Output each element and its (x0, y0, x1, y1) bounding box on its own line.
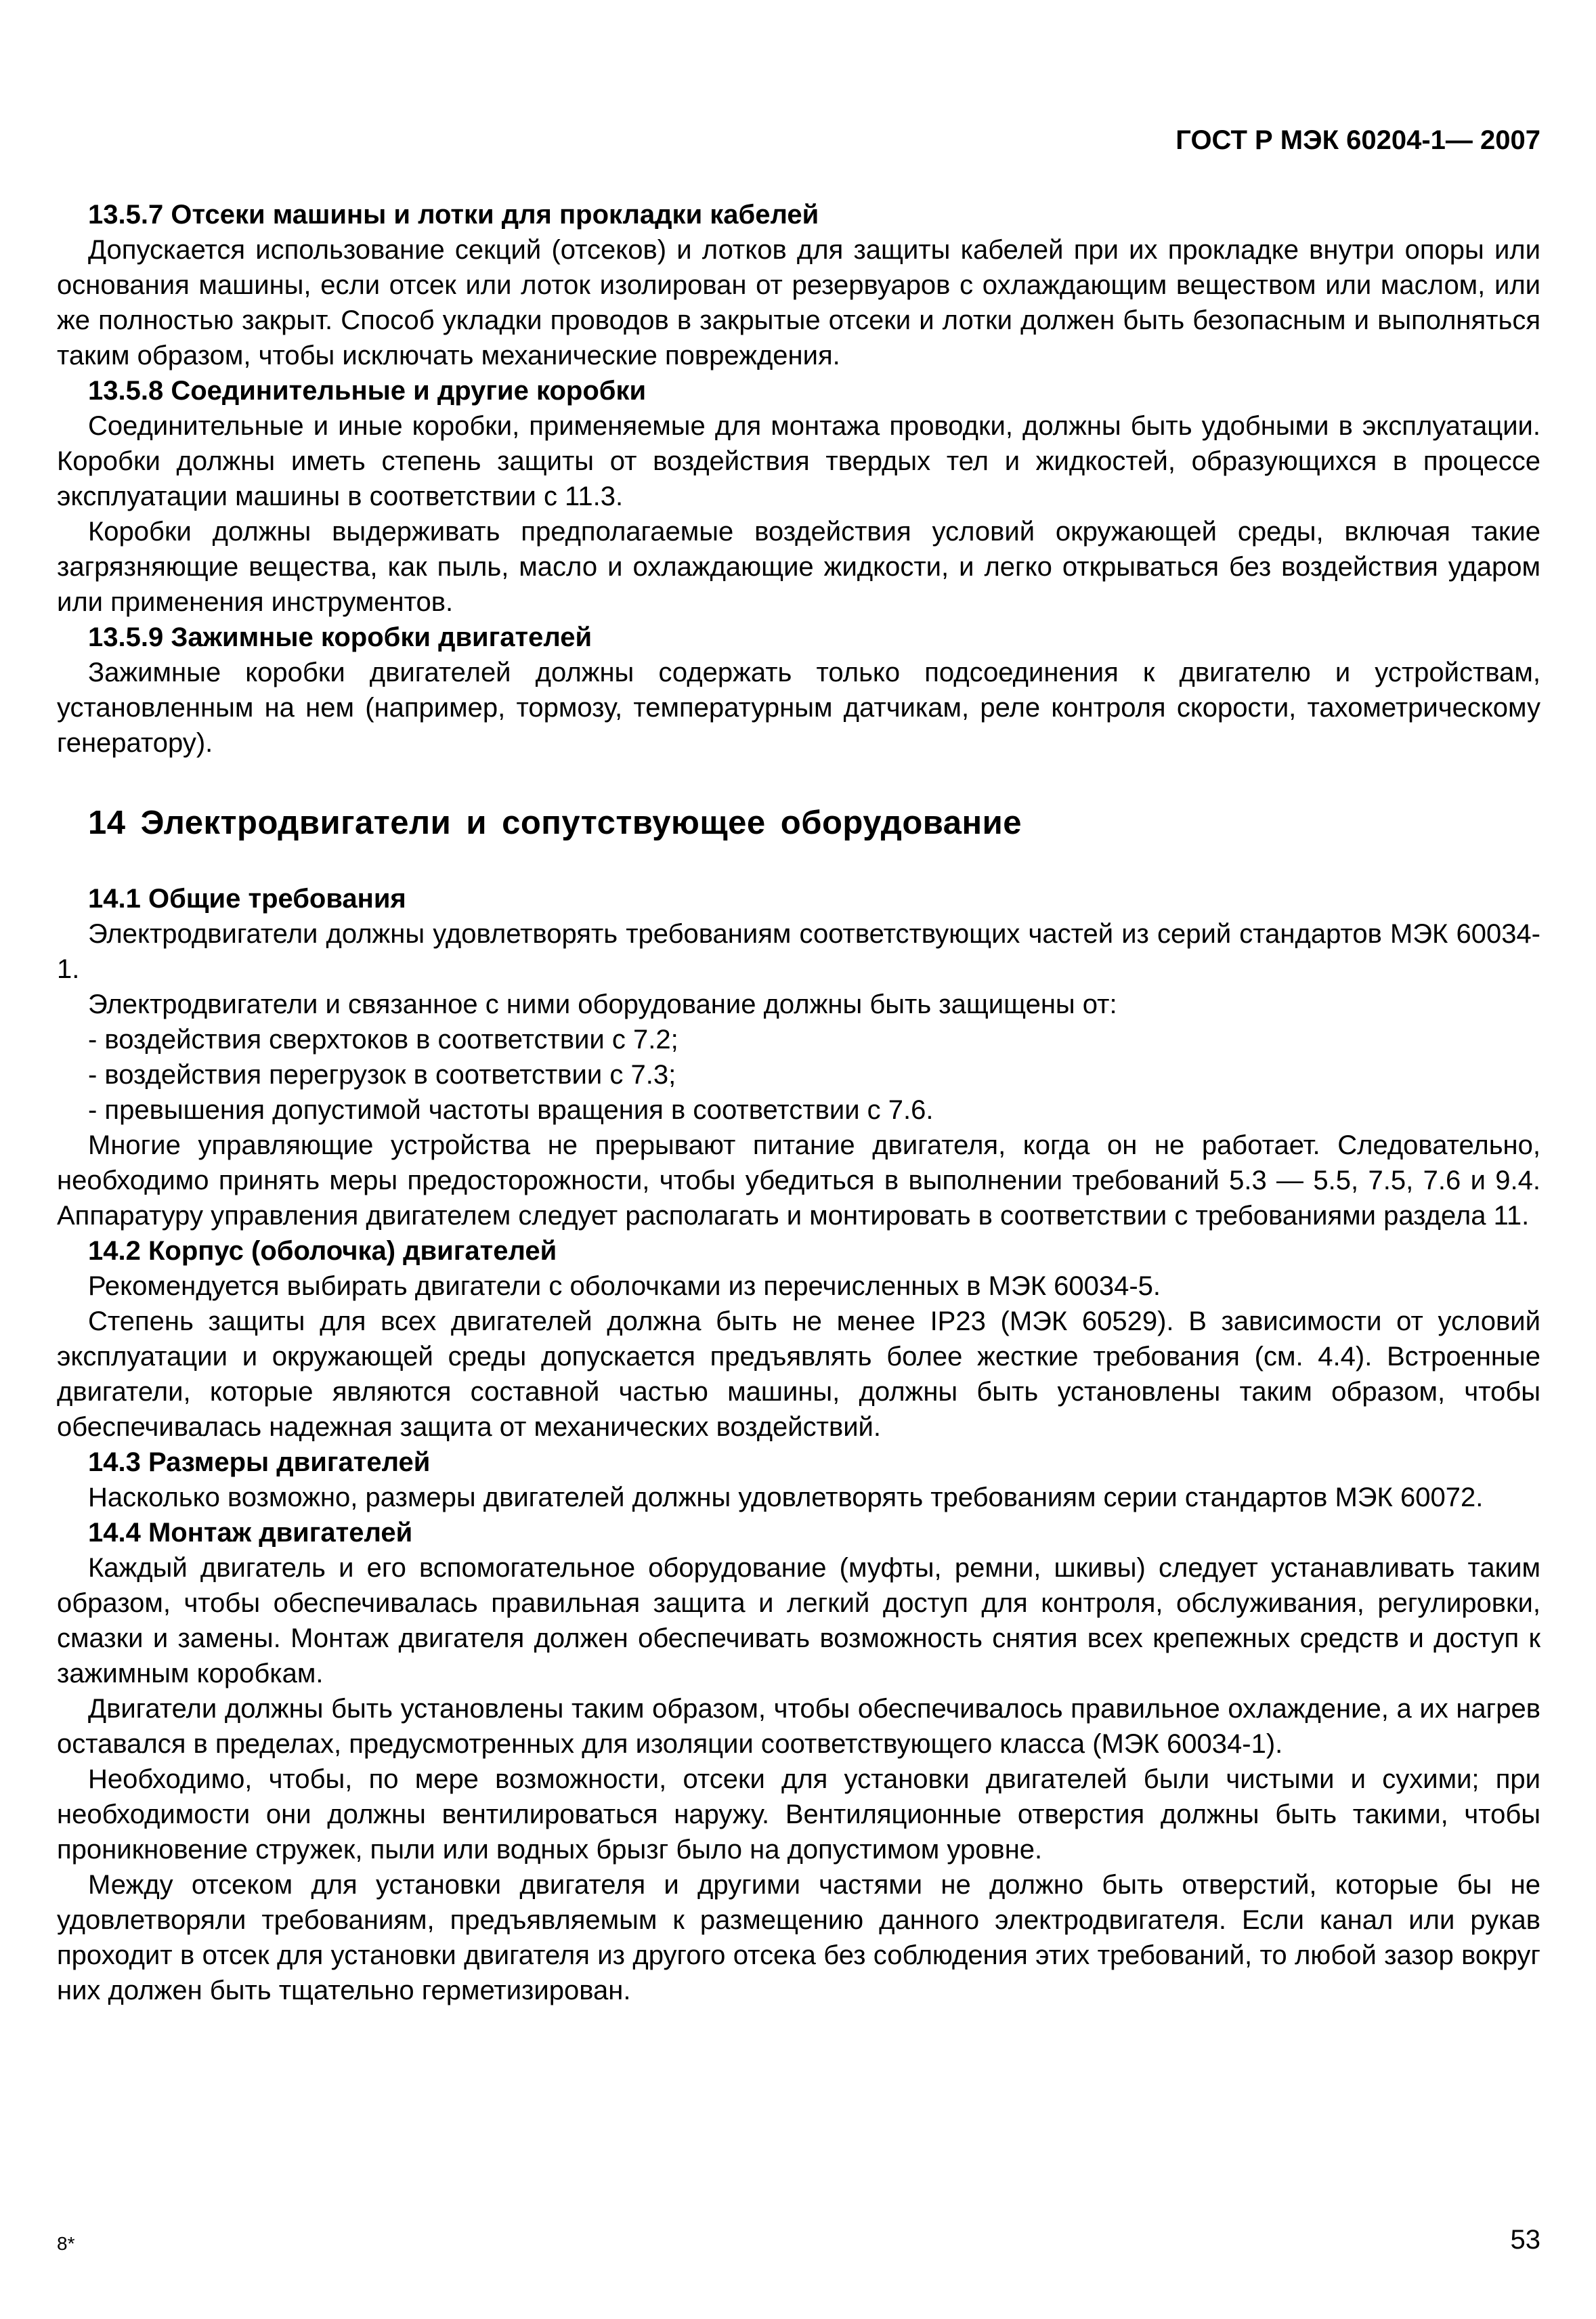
paragraph: Каждый двигатель и его вспомогательное оборудование (муфты, ремни, шкивы) следует устанавливать таким образом, чтобы обеспечивалась правильная защита и легкий доступ для контроля, обслуживания, регулировки, смазки и замены. Монтаж двигателя должен обеспечивать возможность снятия всех крепежных средств и доступ к зажимным коробкам. (57, 1553, 1540, 1688)
paragraph: Коробки должны выдерживать предполагаемые воздействия условий окружающей среды, включая такие загрязняющие вещества, как пыль, масло и охлаждающие жидкости, и легко открываться без воздействия ударом или применения инструментов. (57, 517, 1540, 617)
paragraph: Электродвигатели и связанное с ними оборудование должны быть защищены от: (88, 990, 1117, 1019)
paragraph: Между отсеком для установки двигателя и другими частями не должно быть отверстий, которые бы не удовлетворяли требованиям, предъявляемым к размещению данного электродвигателя. Если канал или рукав проходит в отсек для установки двигателя из другого отсека без соблюдения этих требований, то любой зазор вокруг них должен быть тщательно герметизирован. (57, 1870, 1540, 2005)
page-footer (57, 2225, 1540, 2255)
subsection-heading: 13.5.8 Соединительные и другие коробки (88, 376, 647, 406)
page-number: 53 (1510, 2225, 1540, 2255)
subsection-heading: 14.4 Монтаж двигателей (88, 1518, 413, 1548)
paragraph: Насколько возможно, размеры двигателей должны удовлетворять требованиям серии стандартов МЭК 60072. (88, 1483, 1484, 1512)
document-body (57, 197, 1540, 2008)
paragraph: Степень защиты для всех двигателей должна быть не менее IP23 (МЭК 60529). В зависимости от условий эксплуатации и окружающей среды допускается предъявлять более жесткие требования (см. 4.4). Встроенные двигатели, которые являются составной частью машины, должны быть установлены таким образом, чтобы обеспечивалась надежная защита от механических воздействий. (57, 1306, 1540, 1442)
paragraph: Электродвигатели должны удовлетворять требованиям соответствующих частей из серий стандартов МЭК 60034-1. (57, 919, 1540, 984)
paragraph: Необходимо, чтобы, по мере возможности, отсеки для установки двигателей были чистыми и сухими; при необходимости они должны вентилироваться наружу. Вентиляционные отверстия должны быть такими, чтобы проникновение стружек, пыли или водных брызг было на допустимом уровне. (57, 1764, 1540, 1865)
subsection-heading: 14.2 Корпус (оболочка) двигателей (88, 1236, 557, 1266)
list-item: - воздействия перегрузок в соответствии с 7.3; (88, 1060, 676, 1090)
list-item: - воздействия сверхтоков в соответствии с 7.2; (88, 1025, 678, 1055)
document-title: ГОСТ Р МЭК 60204-1— 2007 (1176, 125, 1540, 155)
section-heading: 14 Электродвигатели и сопутствующее оборудование (88, 805, 1022, 841)
subsection-heading: 14.1 Общие требования (88, 884, 406, 914)
paragraph: Допускается использование секций (отсеков) и лотков для защиты кабелей при их прокладке внутри опоры или основания машины, если отсек или лоток изолирован от резервуаров с охлаждающим веществом или маслом, или же полностью закрыт. Способ укладки проводов в закрытые отсеки и лотки должен быть безопасным и выполняться таким образом, чтобы исключать механические повреждения. (57, 235, 1540, 370)
paragraph: Рекомендуется выбирать двигатели с оболочками из перечисленных в МЭК 60034-5. (88, 1271, 1161, 1301)
subsection-heading: 14.3 Размеры двигателей (88, 1447, 431, 1477)
list-item: - превышения допустимой частоты вращения в соответствии с 7.6. (88, 1095, 934, 1125)
page-header (57, 125, 1540, 155)
paragraph: Двигатели должны быть установлены таким образом, чтобы обеспечивалось правильное охлаждение, а их нагрев оставался в пределах, предусмотренных для изоляции соответствующего класса (МЭК 60034-1). (57, 1694, 1540, 1759)
subsection-heading: 13.5.9 Зажимные коробки двигателей (88, 622, 592, 652)
print-signature: 8* (57, 2233, 75, 2254)
subsection-heading: 13.5.7 Отсеки машины и лотки для прокладки кабелей (88, 200, 819, 230)
paragraph: Соединительные и иные коробки, применяемые для монтажа проводки, должны быть удобными в эксплуатации. Коробки должны иметь степень защиты от воздействия твердых тел и жидкостей, образующихся в процессе эксплуатации машины в соответствии с 11.3. (57, 411, 1540, 511)
paragraph: Зажимные коробки двигателей должны содержать только подсоединения к двигателю и устройствам, установленным на нем (например, тормозу, температурным датчикам, реле контроля скорости, тахометрическому генератору). (57, 658, 1540, 758)
paragraph: Многие управляющие устройства не прерывают питание двигателя, когда он не работает. Следовательно, необходимо принять меры предосторожности, чтобы убедиться в выполнении требований 5.3 — 5.5, 7.5, 7.6 и 9.4. Аппаратуру управления двигателем следует располагать и монтировать в соответствии с требованиями раздела 11. (57, 1130, 1540, 1231)
